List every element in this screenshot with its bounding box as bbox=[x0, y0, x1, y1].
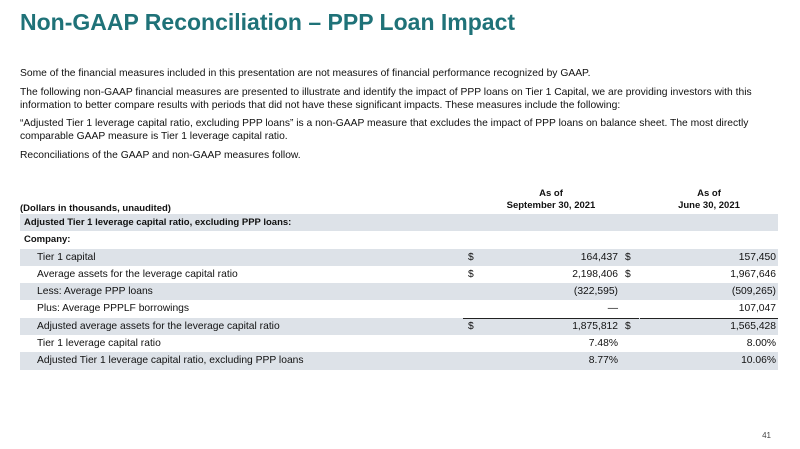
table-row: Average assets for the leverage capital ratio $ 2,198,406 $ 1,967,646 bbox=[37, 268, 776, 280]
table-row: Tier 1 leverage capital ratio 7.48% 8.00% bbox=[37, 338, 776, 350]
page-number: 41 bbox=[762, 431, 771, 440]
intro-paragraph: The following non-GAAP financial measures are presented to illustrate and identify the impact of PPP loans on Tier 1 Capital, we are providing investors with this information to better compare results with periods that did not have these significant impacts. These measures include the following: bbox=[20, 86, 752, 111]
intro-paragraph: “Adjusted Tier 1 leverage capital ratio, excluding PPP loans” is a non-GAAP measure that excludes the impact of PPP loans on balance sheet. The most directly comparable GAAP measure is Tier 1 leverage capital ratio. bbox=[20, 118, 749, 142]
units-label: (Dollars in thousands, unaudited) bbox=[20, 203, 171, 214]
table-row: Company: bbox=[24, 234, 71, 246]
table-row: Adjusted average assets for the leverage capital ratio $ 1,875,812 $ 1,565,428 bbox=[20, 318, 778, 335]
intro-paragraph: Reconciliations of the GAAP and non-GAAP measures follow. bbox=[20, 149, 301, 161]
reconciliation-table bbox=[20, 188, 778, 370]
table-header bbox=[20, 188, 778, 214]
table-row: Adjusted Tier 1 leverage capital ratio, excluding PPP loans: bbox=[20, 214, 778, 231]
intro-paragraph: Some of the financial measures included in this presentation are not measures of financial performance recognized by GAAP. bbox=[20, 68, 591, 79]
table-row: Plus: Average PPPLF borrowings — 107,047 bbox=[37, 303, 776, 315]
column-header-sep-2021: As of September 30, 2021 bbox=[506, 188, 596, 211]
table-row: Tier 1 capital $ 164,437 $ 157,450 bbox=[20, 249, 778, 266]
intro-text bbox=[20, 67, 780, 167]
table-row: Less: Average PPP loans (322,595) (509,265) bbox=[20, 283, 778, 300]
page-title: Non-GAAP Reconciliation – PPP Loan Impact bbox=[20, 9, 516, 35]
column-header-jun-2021: As of June 30, 2021 bbox=[678, 188, 740, 211]
table-row: Adjusted Tier 1 leverage capital ratio, excluding PPP loans 8.77% 10.06% bbox=[20, 352, 778, 369]
